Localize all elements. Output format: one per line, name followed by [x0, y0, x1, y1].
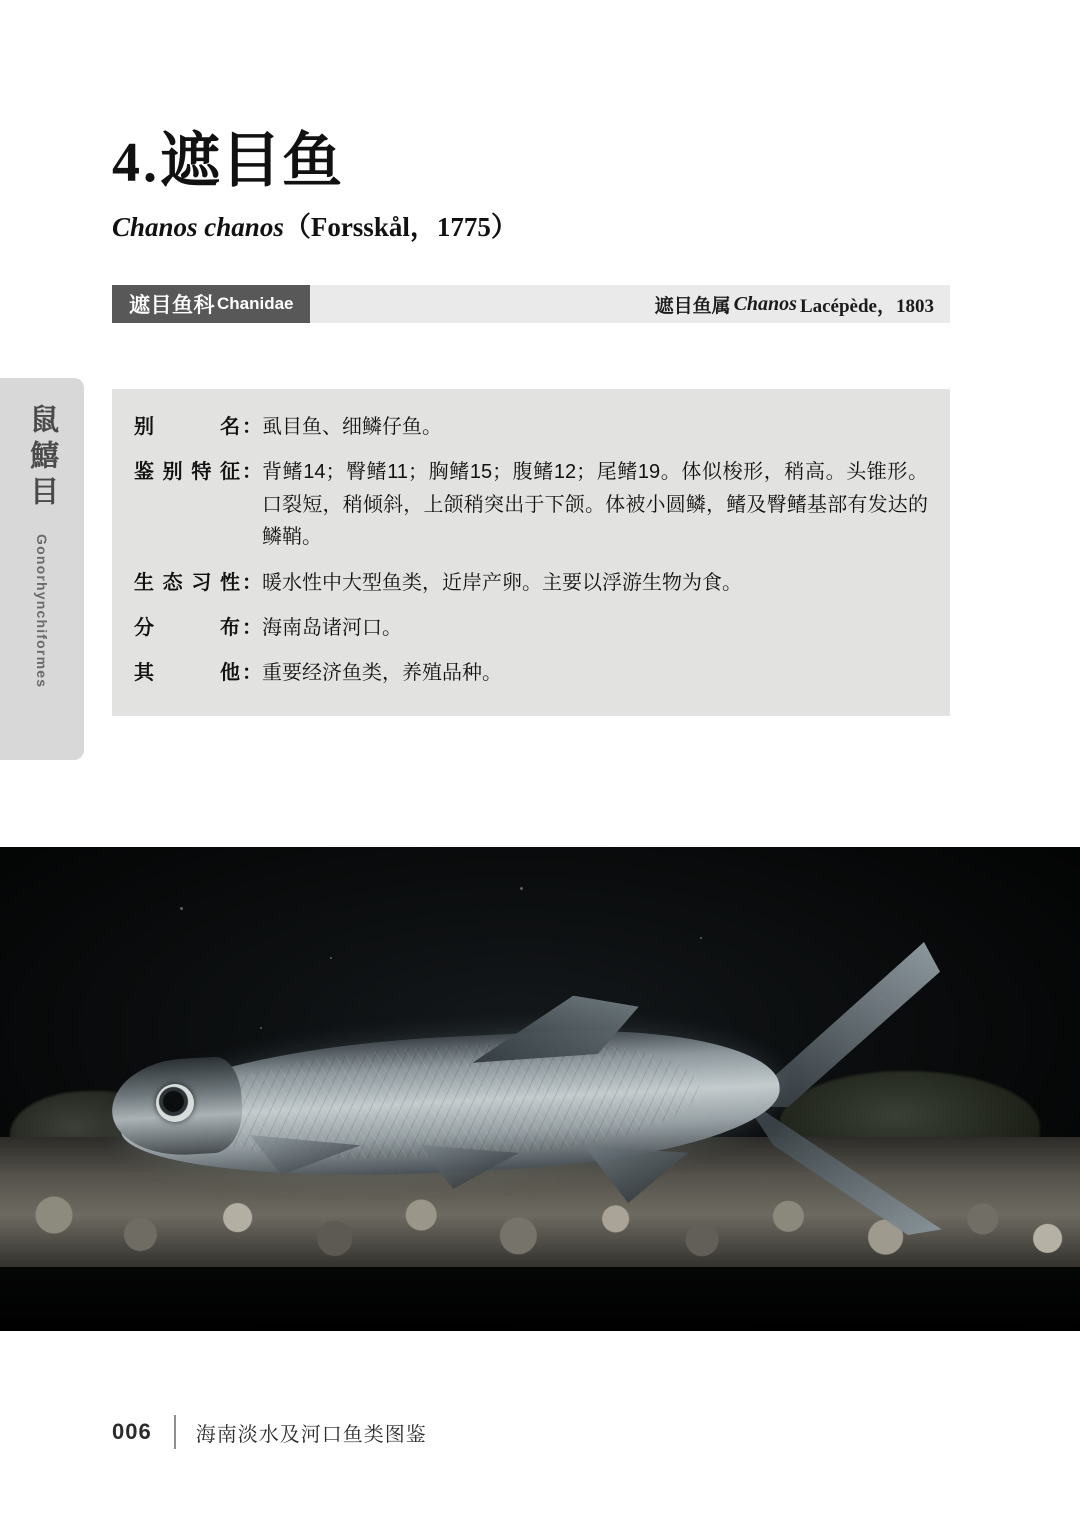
info-value: 背鳍14；臀鳍11；胸鳍15；腹鳍12；尾鳍19。体似梭形，稍高。头锥形。口裂短，稍倾斜，上颌稍突出于下颌。体被小圆鳞，鳍及臀鳍基部有发达的鳞鞘。	[262, 461, 928, 549]
info-row-other	[134, 657, 928, 689]
species-info-panel	[112, 389, 950, 716]
species-photo	[0, 847, 1080, 1331]
family-name-cn: 遮目鱼科	[129, 294, 215, 317]
genus-box	[310, 285, 950, 323]
info-label: 鉴别特征	[134, 461, 240, 484]
genus-authority: Lacépède，1803	[799, 295, 934, 317]
water-particle	[260, 1027, 262, 1029]
genus-name-cn: 遮目鱼属	[654, 295, 731, 317]
page-number: 006	[112, 1419, 152, 1444]
water-particle	[520, 887, 523, 890]
taxon-bar	[112, 285, 950, 323]
info-value: 虱目鱼、细鳞仔鱼。	[262, 416, 442, 438]
family-name-latin: Chanidae	[217, 294, 294, 313]
info-colon: ：	[242, 662, 262, 685]
info-row-diagnosis	[134, 456, 928, 553]
book-title: 海南淡水及河口鱼类图鉴	[195, 1423, 427, 1446]
info-colon: ：	[242, 616, 262, 639]
info-colon: ：	[242, 571, 262, 594]
order-name-latin: Gonorhynchiformes	[34, 534, 50, 689]
scientific-name-binomial: Chanos chanos	[112, 212, 284, 242]
scientific-name-authority: （Forsskål，1775）	[283, 212, 518, 242]
info-value: 重要经济鱼类，养殖品种。	[262, 662, 502, 685]
species-header	[112, 130, 950, 244]
page-footer	[112, 1415, 427, 1449]
info-label: 别名	[134, 416, 240, 438]
scientific-name	[112, 205, 950, 244]
family-box	[112, 285, 310, 323]
info-label: 分布	[134, 616, 240, 639]
page-title	[112, 130, 950, 193]
info-value: 海南岛诸河口。	[262, 616, 402, 639]
info-label: 其他	[134, 662, 240, 685]
genus-name-latin: Chanos	[733, 292, 797, 315]
order-side-tab	[0, 378, 84, 760]
info-label: 生态习性	[134, 571, 240, 594]
footer-divider	[174, 1415, 176, 1449]
order-name-cn: 鼠鱚目	[26, 404, 59, 512]
info-colon: ：	[242, 461, 262, 484]
info-value: 暖水性中大型鱼类，近岸产卵。主要以浮游生物为食。	[262, 571, 742, 594]
info-colon: ：	[242, 416, 262, 438]
photo-bottom-shadow	[0, 1267, 1080, 1331]
water-particle	[180, 907, 183, 910]
info-row-ecology	[134, 567, 928, 599]
info-row-alias	[134, 411, 928, 443]
water-particle	[700, 937, 702, 939]
info-row-distribution	[134, 612, 928, 644]
water-particle	[330, 957, 332, 959]
species-number: 4.	[112, 132, 160, 194]
fish-eye	[156, 1084, 194, 1122]
species-title-cn: 遮目鱼	[160, 128, 343, 194]
